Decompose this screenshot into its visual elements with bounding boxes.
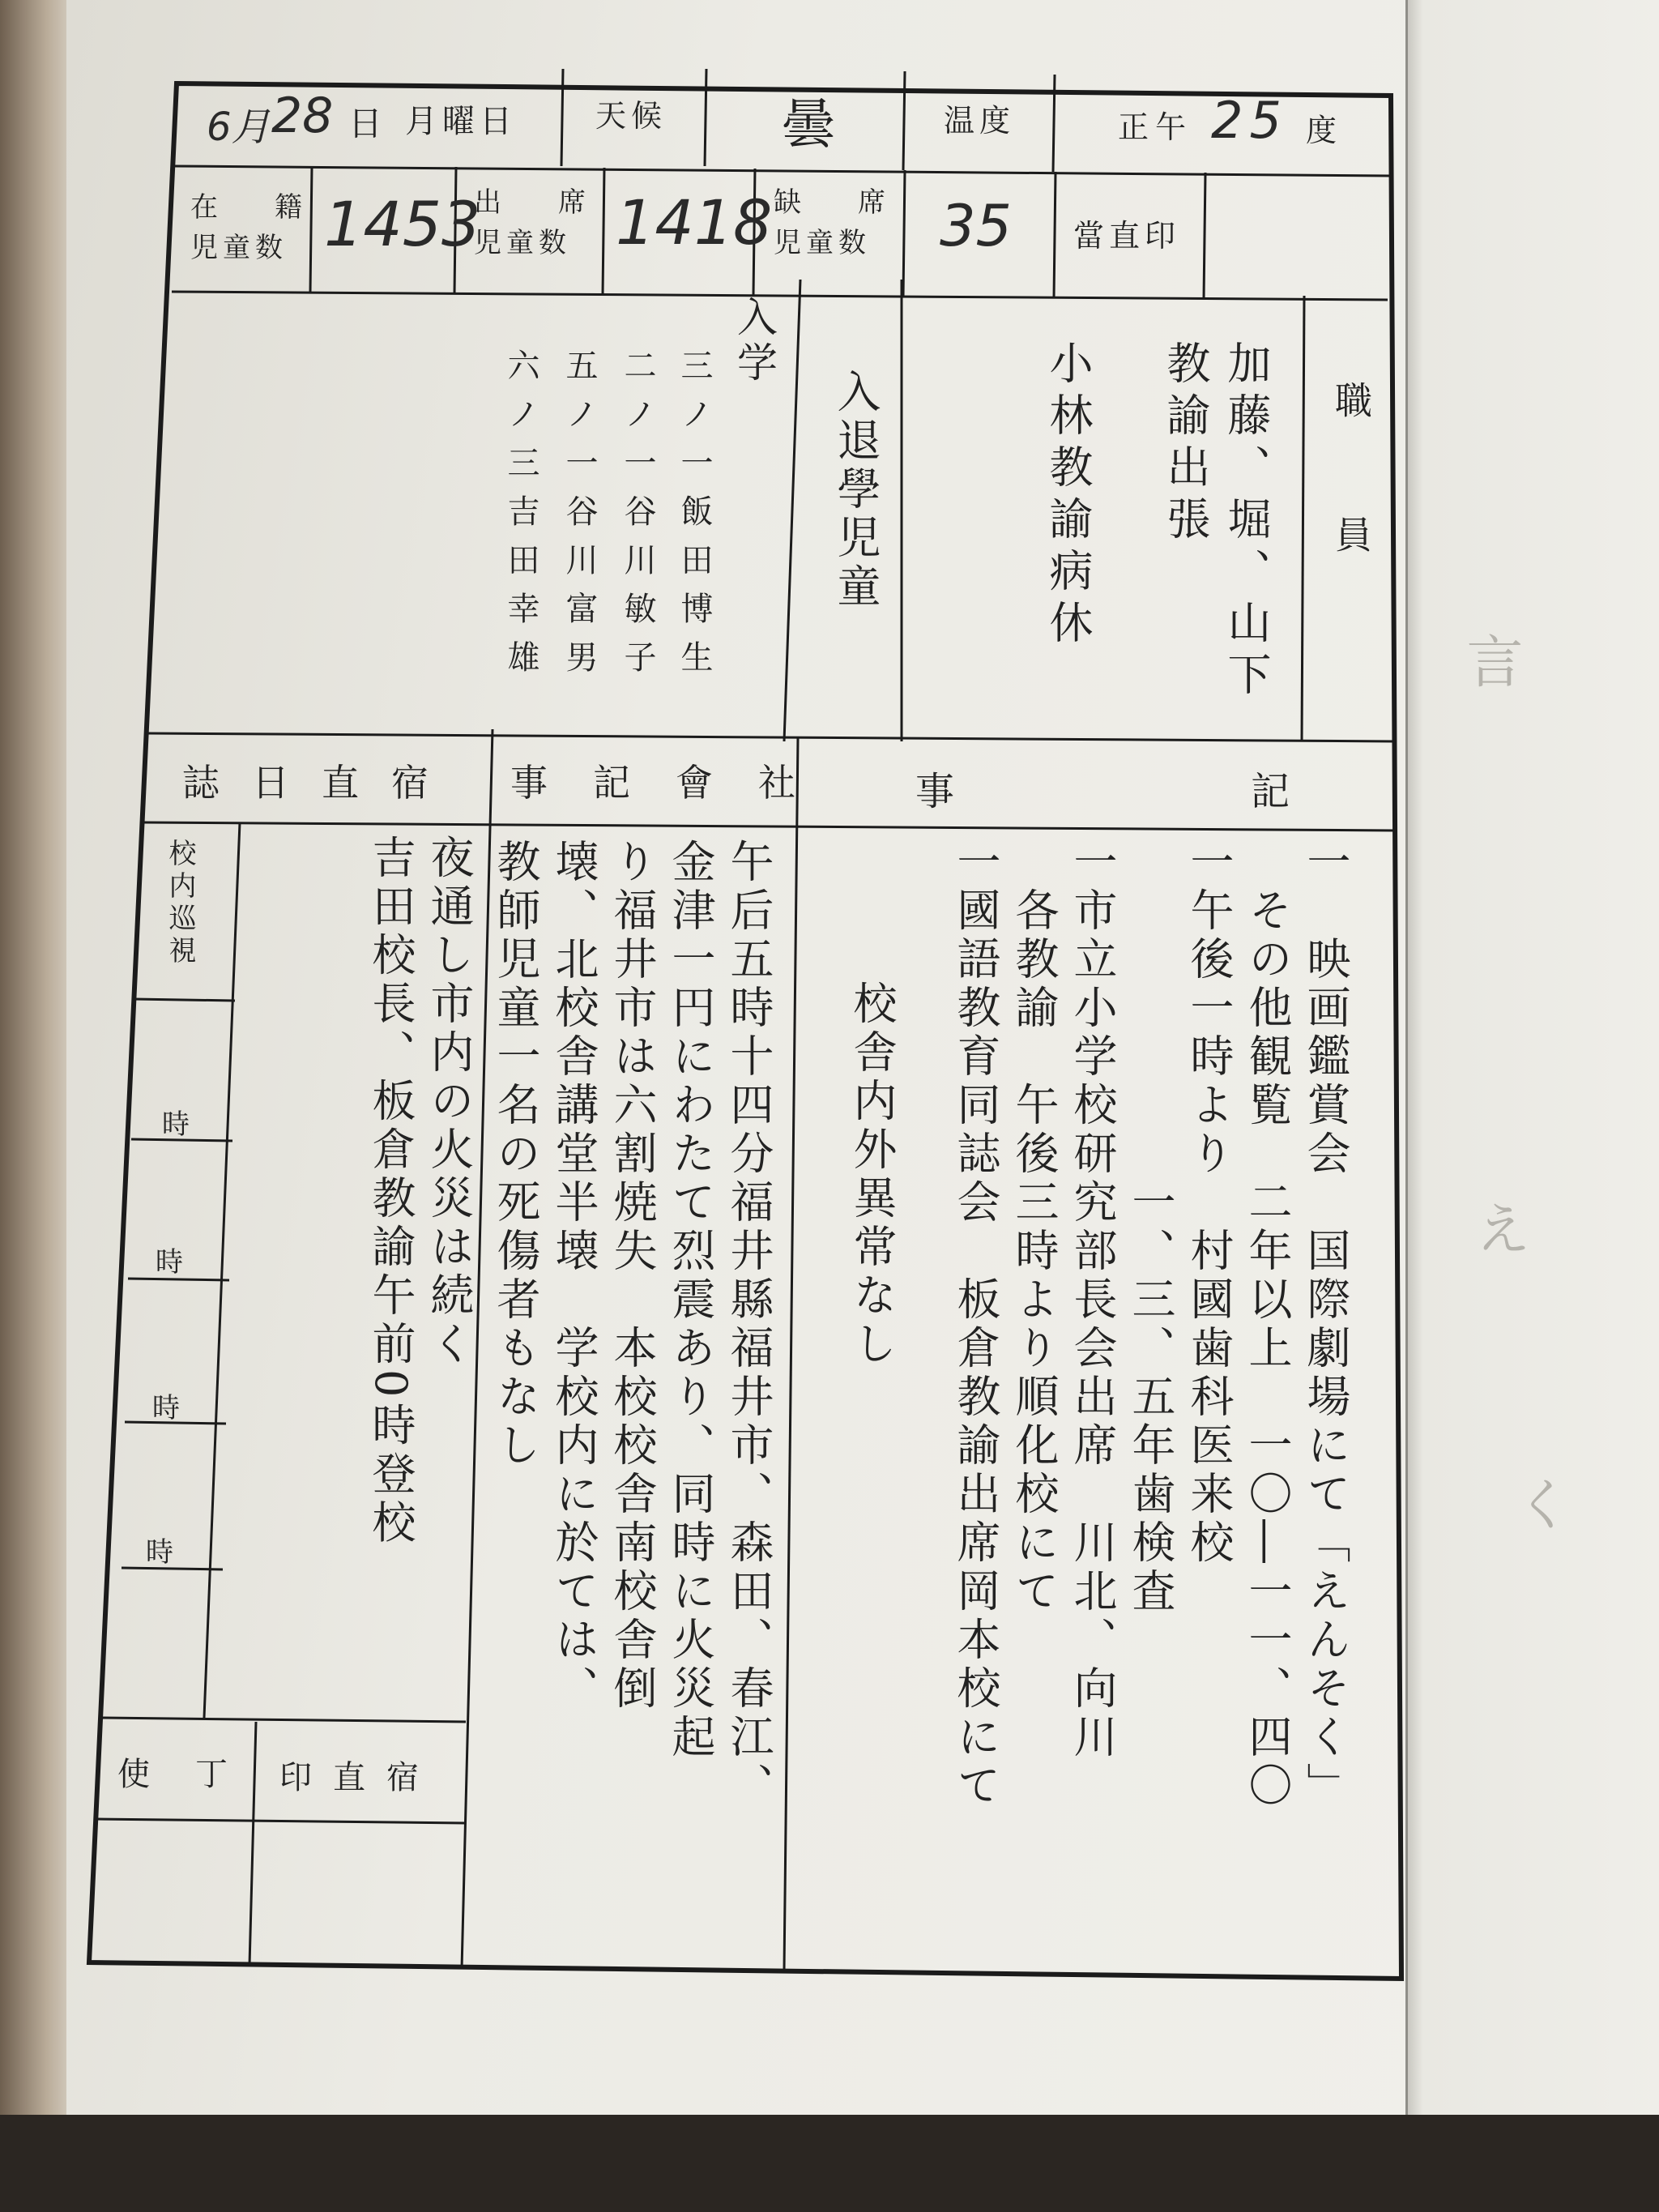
enrolled-count: 1453 bbox=[324, 188, 481, 260]
social-event-line: 金津一円にわたて烈震あり、同時に火災起 bbox=[665, 839, 716, 1762]
messenger-label: 丁使 bbox=[117, 1756, 273, 1793]
student-entry: 五ノ一谷川富男 bbox=[561, 348, 598, 689]
weather-label: 天候 bbox=[595, 98, 667, 134]
student-entry: 三ノ一飯田博生 bbox=[676, 348, 713, 689]
night-duty-seal-label: 宿直印 bbox=[279, 1759, 440, 1796]
night-log-line: 吉田校長、板倉教諭午前0時登校 bbox=[365, 835, 416, 1548]
social-event-line: 壊、北校舎講堂半壊 学校内に於ては、 bbox=[548, 839, 599, 1714]
student-entry: 六ノ三吉田幸雄 bbox=[502, 348, 539, 689]
enrolled-label: 在 籍 bbox=[190, 191, 317, 224]
staff-line: 小林教諭病休 bbox=[1043, 340, 1094, 651]
weekday: 月曜日 bbox=[405, 103, 517, 140]
night-duty-log-heading: 宿直日誌 bbox=[182, 761, 461, 805]
present-label: 出 席 bbox=[474, 186, 600, 219]
absent-label-2: 児童数 bbox=[774, 227, 871, 259]
record-line: 一、三、五年歯検査 bbox=[1125, 839, 1176, 1616]
hour-label: 時 bbox=[146, 1536, 173, 1569]
present-label-2: 児童数 bbox=[474, 227, 571, 259]
enrolled-label-2: 児童数 bbox=[190, 232, 288, 264]
record-line: 一 映画鑑賞会 国際劇場にて「えんそく」 bbox=[1300, 839, 1351, 1811]
record-line: 一午後一時より 村國歯科医来校 bbox=[1183, 839, 1235, 1568]
staff-line: 加藤、堀、山下 bbox=[1221, 340, 1272, 703]
records-heading: 記 事 bbox=[915, 769, 1363, 814]
social-event-line: 教師児童一名の死傷者もなし bbox=[490, 839, 541, 1471]
weather-value: 曇 bbox=[782, 93, 835, 156]
night-log-line: 夜通し市内の火災は続く bbox=[424, 835, 475, 1369]
inspection-label: 校内巡視 bbox=[164, 839, 196, 968]
date-day: 28 bbox=[271, 88, 334, 144]
bleed-through-mark: え bbox=[1465, 1199, 1532, 1256]
social-event-line: り福井市は六割焼失 本校校舎南校舎倒 bbox=[607, 839, 658, 1714]
students-heading: 入退學児童 bbox=[830, 369, 881, 612]
temperature-value: 25 bbox=[1211, 91, 1288, 150]
hour-label: 時 bbox=[156, 1246, 183, 1279]
date-day-suffix: 日 bbox=[348, 104, 383, 143]
hour-label: 時 bbox=[152, 1392, 180, 1424]
student-entry: 二ノ一谷川敏子 bbox=[619, 348, 656, 689]
present-count: 1418 bbox=[616, 186, 773, 258]
hour-label: 時 bbox=[162, 1108, 190, 1141]
bleed-through-mark: 言 bbox=[1457, 632, 1524, 689]
record-line: 一市立小学校研究部長会出席 川北、向川 bbox=[1067, 839, 1118, 1762]
admission-label: 入学 bbox=[731, 296, 778, 386]
absent-count: 35 bbox=[940, 193, 1013, 259]
temperature-label: 温度 bbox=[944, 103, 1016, 139]
record-line: 一國語教育同誌会 板倉教諭出席岡本校にて bbox=[950, 839, 1001, 1811]
staff-heading: 職員 bbox=[1329, 381, 1373, 650]
campus-check-note: 校舎内外異常なし bbox=[847, 980, 898, 1369]
date-month: 6月 bbox=[207, 105, 271, 150]
record-line: その他観覧 二年以上 一〇―一一、四〇 bbox=[1242, 839, 1293, 1811]
temperature-prefix: 正午 bbox=[1118, 109, 1193, 145]
temperature-unit: 度 bbox=[1306, 113, 1337, 148]
social-events-heading: 社會記事 bbox=[510, 761, 841, 805]
social-event-line: 午后五時十四分福井縣福井市、森田、春江、 bbox=[723, 839, 774, 1811]
absent-label: 缺 席 bbox=[774, 186, 900, 219]
record-line: 各教諭 午後三時より順化校にて bbox=[1009, 839, 1060, 1616]
duty-seal-label: 當直印 bbox=[1073, 218, 1181, 254]
staff-line: 教諭出張 bbox=[1160, 340, 1211, 548]
bleed-through-mark: く bbox=[1506, 1475, 1572, 1531]
